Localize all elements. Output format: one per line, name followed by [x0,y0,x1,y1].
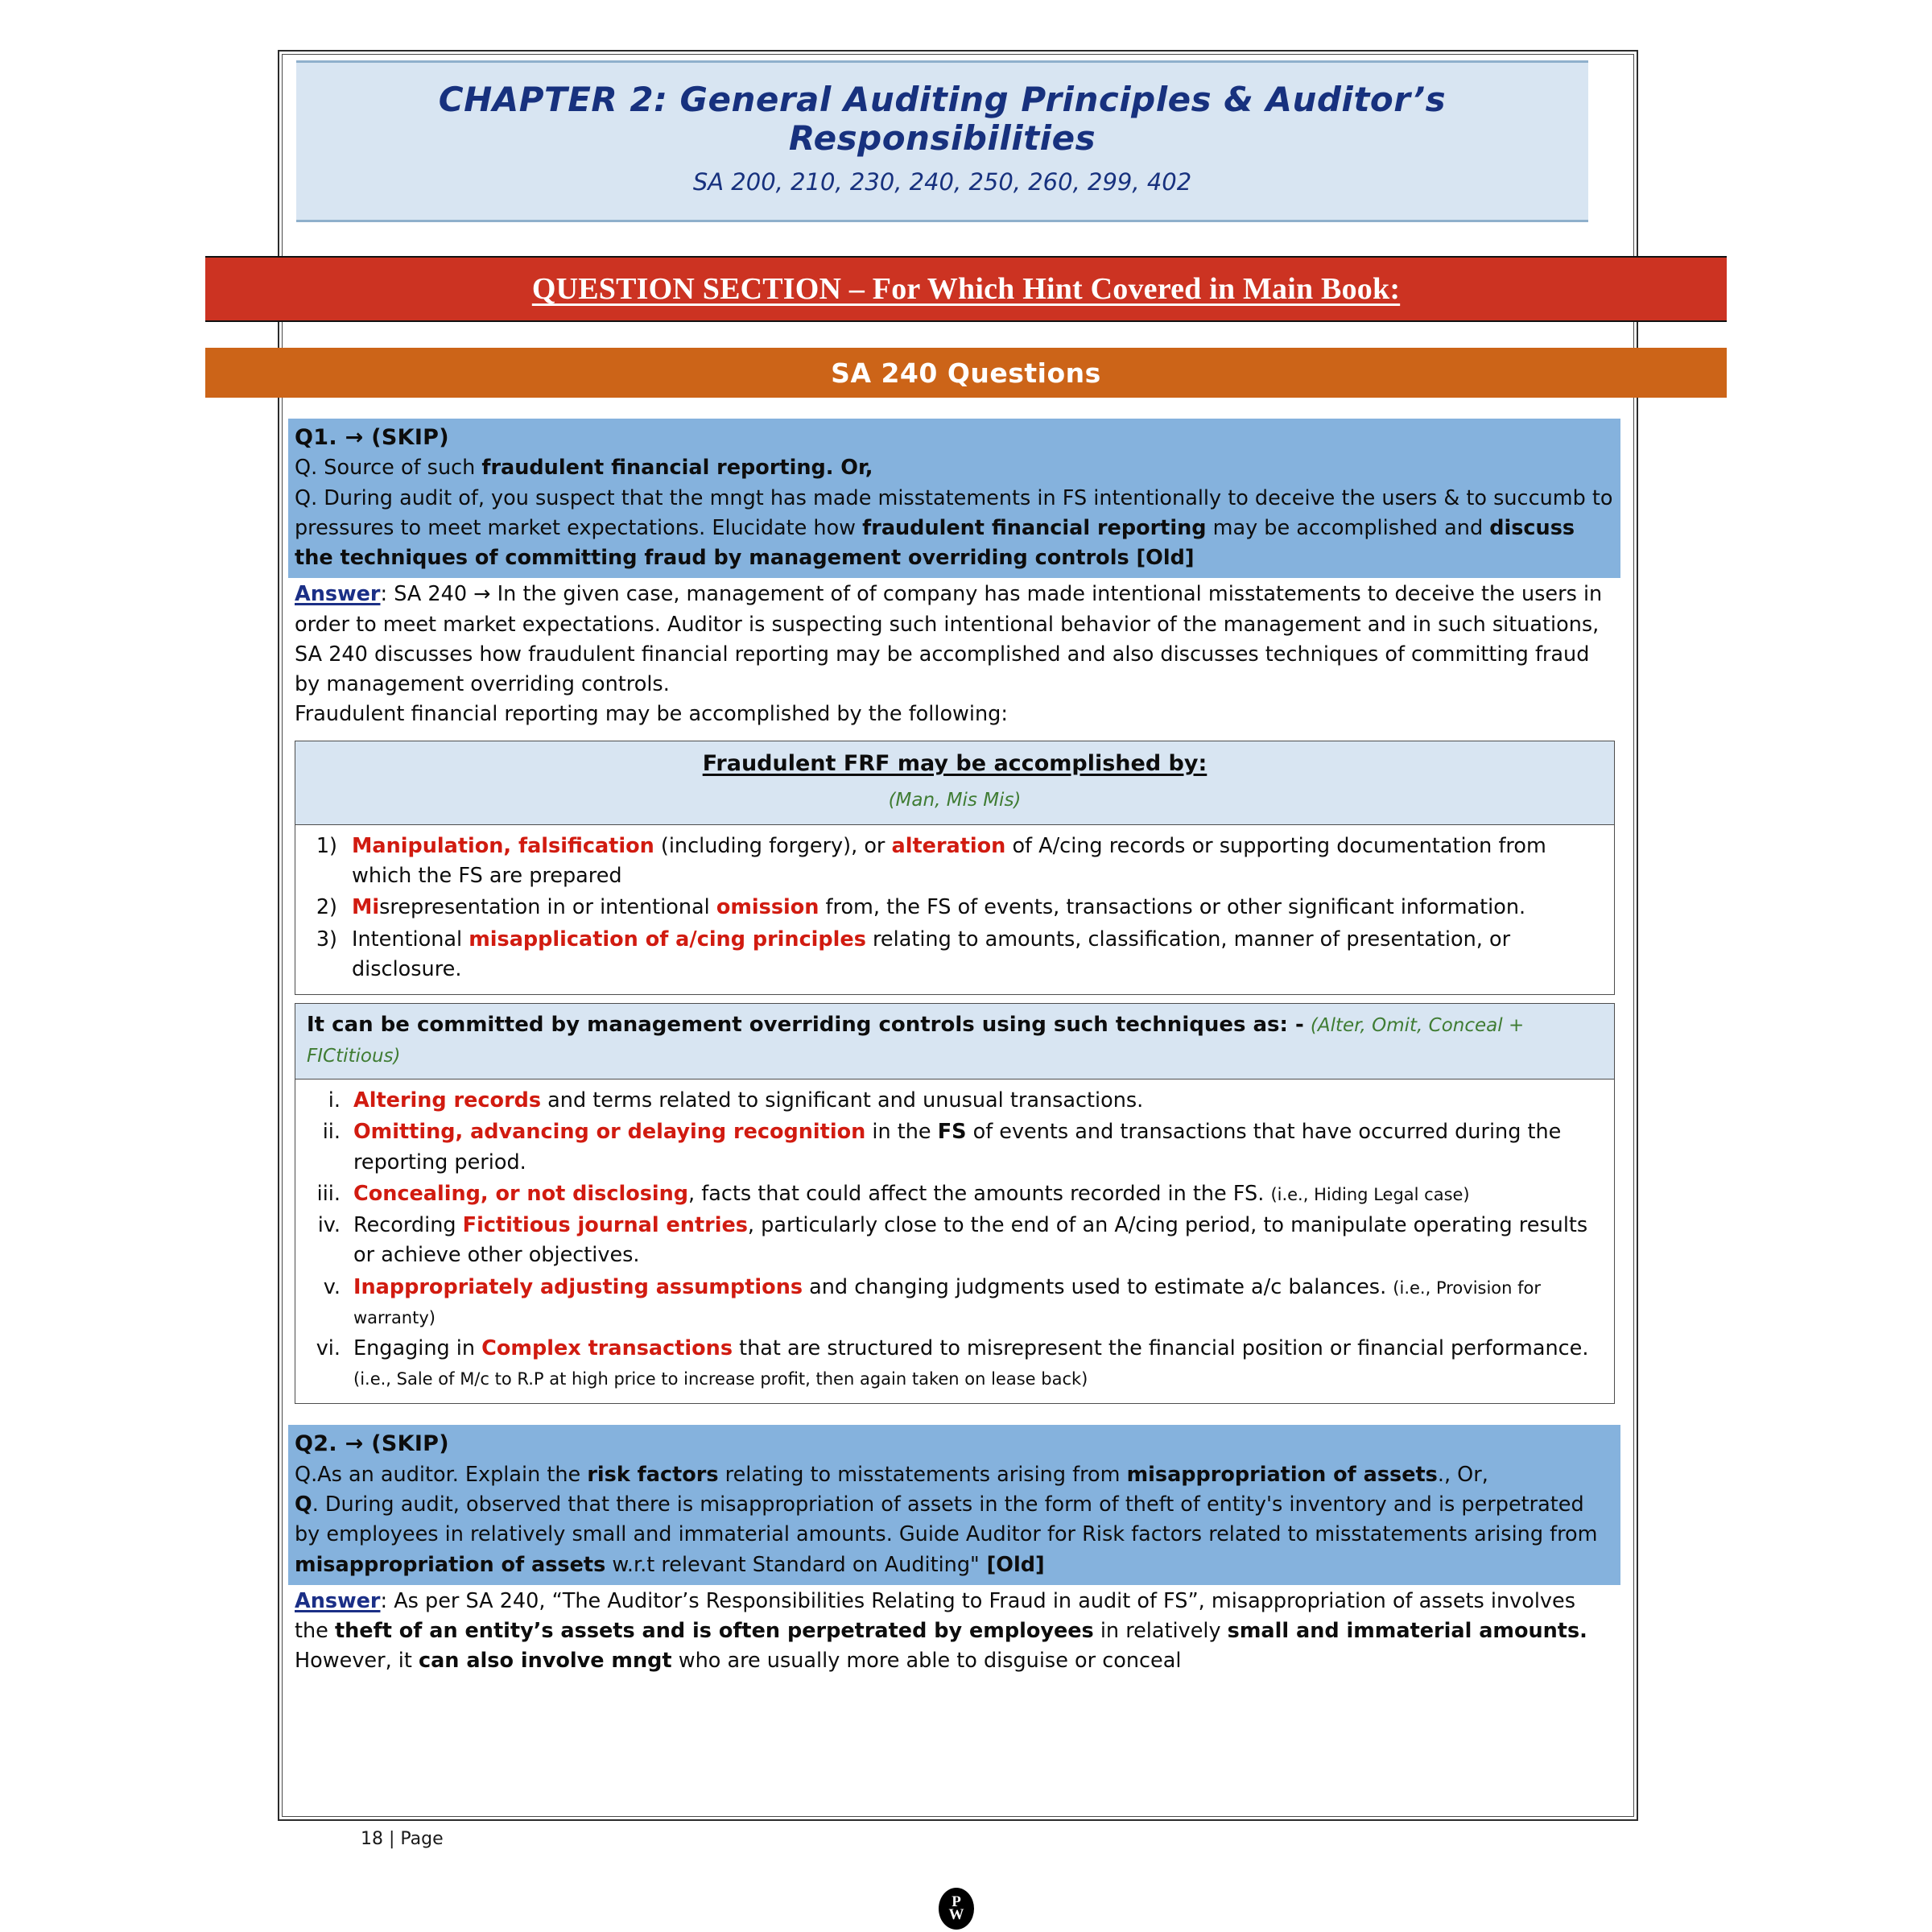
text-run: omission [716,895,819,920]
question-2-line-2 [295,1490,1614,1580]
text-run: FS [937,1120,967,1145]
sa-section-banner-label: SA 240 Questions [831,357,1101,389]
list-item-text [352,832,1603,891]
question-2-block [288,1425,1620,1584]
chapter-title: CHAPTER 2: General Auditing Principles & Auditor’s Responsibilities [438,80,1447,159]
q1-l2-a: Q. During audit of, you suspect that the mngt has made misstatements in FS intentionally to deceive the users & to succumb to pressures to meet market expectations. Elucidate how [295,485,1613,540]
chapter-header-area [288,60,1629,222]
q1-l1-a: Q. Source of such [295,456,482,481]
chapter-subtitle: SA 200, 210, 230, 240, 250, 260, 299, 402 [692,167,1192,196]
answer-2-b: theft of an entity’s assets and is often perpetrated by employees [334,1618,1094,1643]
answer-2-g: who are usually more able to disguise or conceal [671,1649,1182,1674]
q1-l2-c: may be accomplished and [1206,515,1490,540]
list-item-marker: iv. [317,1213,341,1238]
text-run: srepresentation in or intentional [379,895,716,920]
list-item-text [352,893,1603,923]
publisher-logo-top-letter: P [952,1893,961,1910]
list-item-marker: vi. [316,1336,341,1361]
sa-section-banner [205,348,1727,398]
text-run: , facts that could affect the amounts recorded in the FS. [688,1181,1271,1206]
list-item [302,1086,1603,1116]
list-item [302,1334,1603,1393]
list-item [302,1179,1603,1209]
answer-2-c: in relatively [1093,1618,1228,1643]
document-body [288,419,1624,1679]
text-run: (i.e., Provision for warranty) [353,1278,1542,1327]
fraudulent-frf-mnemonic: (Man, Mis Mis) [888,789,1022,811]
text-run: alteration [891,834,1006,858]
q2-l2-c: misappropriation of assets [295,1552,606,1577]
text-run: (including forgery), or [654,834,892,858]
list-item-marker: iii. [316,1181,341,1206]
answer-2-f: can also involve mngt [418,1649,672,1674]
text-run: (i.e., Sale of M/c to R.P at high price to increase profit, then again taken on lease back) [353,1369,1088,1389]
text-run: Recording [353,1213,463,1238]
text-run: misapplication of a/cing principles [469,927,866,952]
list-item [302,1273,1603,1332]
text-run: (i.e., Hiding Legal case) [1270,1184,1470,1204]
fraudulent-frf-mnemonic-row [307,785,1603,815]
list-item [302,1117,1603,1177]
publisher-logo-bottom-letter: W [948,1906,964,1923]
list-item-marker: 2) [316,895,337,920]
q2-l1-e: ., Or, [1437,1462,1488,1487]
text-run: that are structured to misrepresent the financial position or financial performance. [733,1336,1589,1361]
question-2-line-1 [295,1460,1614,1490]
q2-l1-b: risk factors [587,1462,719,1487]
text-run: from, the FS of events, transactions or other significant information. [819,895,1526,920]
publisher-logo [939,1888,974,1930]
question-2-heading: Q2. → (SKIP) [295,1431,449,1457]
list-item-text [353,1117,1603,1177]
fraudulent-frf-list [302,832,1603,985]
list-item-text [353,1211,1603,1270]
text-run: Inappropriately adjusting assumptions [353,1274,803,1299]
fraudulent-frf-table-body [295,825,1614,994]
text-run: of A/cing records or supporting documentation from which the FS are prepared [352,834,1546,889]
q2-l2-b: . During audit, observed that there is misappropriation of assets in the form of theft of entity's inventory and is perpetrated by employees in relatively small and immaterial amounts. Guide Auditor for Risk factors related to misstatements arising from [295,1492,1598,1547]
question-1-line-2 [295,484,1614,574]
text-run: Fictitious journal entries [462,1213,748,1238]
chapter-title-box [296,60,1588,222]
question-1-heading: Q1. → (SKIP) [295,425,449,450]
q2-l1-d: misappropriation of assets [1126,1462,1438,1487]
answer-1-block [288,578,1620,733]
text-run: Engaging in [353,1336,482,1361]
q1-l2-b: fraudulent financial reporting [862,515,1207,540]
list-item-marker: 1) [316,834,337,858]
list-item [302,925,1603,985]
fraudulent-frf-table-title: Fraudulent FRF may be accomplished by: [702,751,1208,777]
list-item-text [352,925,1603,985]
text-run: Complex transactions [481,1336,733,1361]
list-item-marker: i. [328,1088,341,1113]
answer-1-paragraph-1: SA 240 → In the given case, management of of company has made intentional misstatements to deceive the users in order to meet market expectations. Auditor is suspecting such intentional behavior of the management and in such situations, SA 240 discusses how fraudulent financial reporting may be accomplished and also discusses techniques of committing fraud by management overriding controls. [295,582,1603,696]
q2-l2-e: [Old] [979,1552,1045,1577]
answer-2-a: As per SA 240, “The Auditor’s Responsibilities Relating to Fraud in audit of FS”, misappropriation of assets involves the [295,1588,1575,1643]
override-techniques-mnemonic: (Alter, Omit, Conceal + FICtitious) [307,1015,1525,1067]
text-run: and changing judgments used to estimate a/c balances. [803,1274,1393,1299]
list-item [302,893,1603,923]
override-techniques-table-header [295,1004,1614,1080]
answer-2-label: Answer [295,1588,381,1613]
list-item-marker: v. [323,1274,341,1299]
override-techniques-list [302,1086,1603,1393]
list-item [302,1211,1603,1270]
answer-1-colon: : [380,582,388,607]
list-item-text [353,1273,1603,1332]
answer-2-block [288,1585,1620,1680]
list-item-text [353,1179,1603,1209]
answer-2-colon: : [380,1588,388,1613]
q2-l2-d: w.r.t relevant Standard on Auditing" [605,1552,980,1577]
text-run: and terms related to significant and unusual transactions. [541,1088,1144,1113]
question-section-banner-label: QUESTION SECTION – For Which Hint Covered in Main Book: [531,272,1401,306]
list-item-marker: ii. [322,1120,341,1145]
text-run: Manipulation, falsification [352,834,654,858]
q2-l1-c: relating to misstatements arising from [718,1462,1127,1487]
answer-2-d: small and immaterial amounts. [1227,1618,1587,1643]
fraudulent-frf-table-header [295,741,1614,825]
page-number-footer: 18 | Page [361,1829,444,1849]
list-item [302,832,1603,891]
question-1-block [288,419,1620,578]
question-section-banner [205,256,1727,322]
text-run: of events and transactions that have occurred during the reporting period. [353,1120,1562,1174]
text-run: Omitting, advancing or delaying recognition [353,1120,866,1145]
text-run: Mi [352,895,380,920]
override-techniques-table-title: It can be committed by management overriding controls using such techniques as: - [307,1013,1304,1038]
answer-1-label: Answer [295,582,381,607]
q2-l1-a: Q.As an auditor. Explain the [295,1462,588,1487]
q2-l2-a: Q [295,1492,312,1517]
text-run: Concealing, or not disclosing [353,1181,689,1206]
text-run: , particularly close to the end of an A/cing period, to manipulate operating results or achieve other objectives. [353,1213,1588,1268]
list-item-marker: 3) [316,927,337,952]
answer-2-e: However, it [295,1649,419,1674]
publisher-logo-mark [939,1888,974,1930]
list-item-text [353,1086,1603,1116]
text-run: Altering records [353,1088,542,1113]
question-1-line-1 [295,453,1614,483]
list-item-text [353,1334,1603,1393]
override-techniques-table-body [295,1080,1614,1403]
text-run: relating to amounts, classification, manner of presentation, or disclosure. [352,927,1511,981]
q1-l1-b: fraudulent financial reporting. Or, [481,456,873,481]
override-techniques-table [295,1003,1615,1404]
fraudulent-frf-table [295,741,1615,995]
q1-l2-d: discuss the techniques of committing fraud by management overriding controls [295,515,1575,571]
q1-l2-e: [Old] [1129,546,1195,571]
text-run: Intentional [352,927,469,952]
text-run: in the [865,1120,938,1145]
answer-1-paragraph-2: Fraudulent financial reporting may be accomplished by the following: [295,702,1008,727]
